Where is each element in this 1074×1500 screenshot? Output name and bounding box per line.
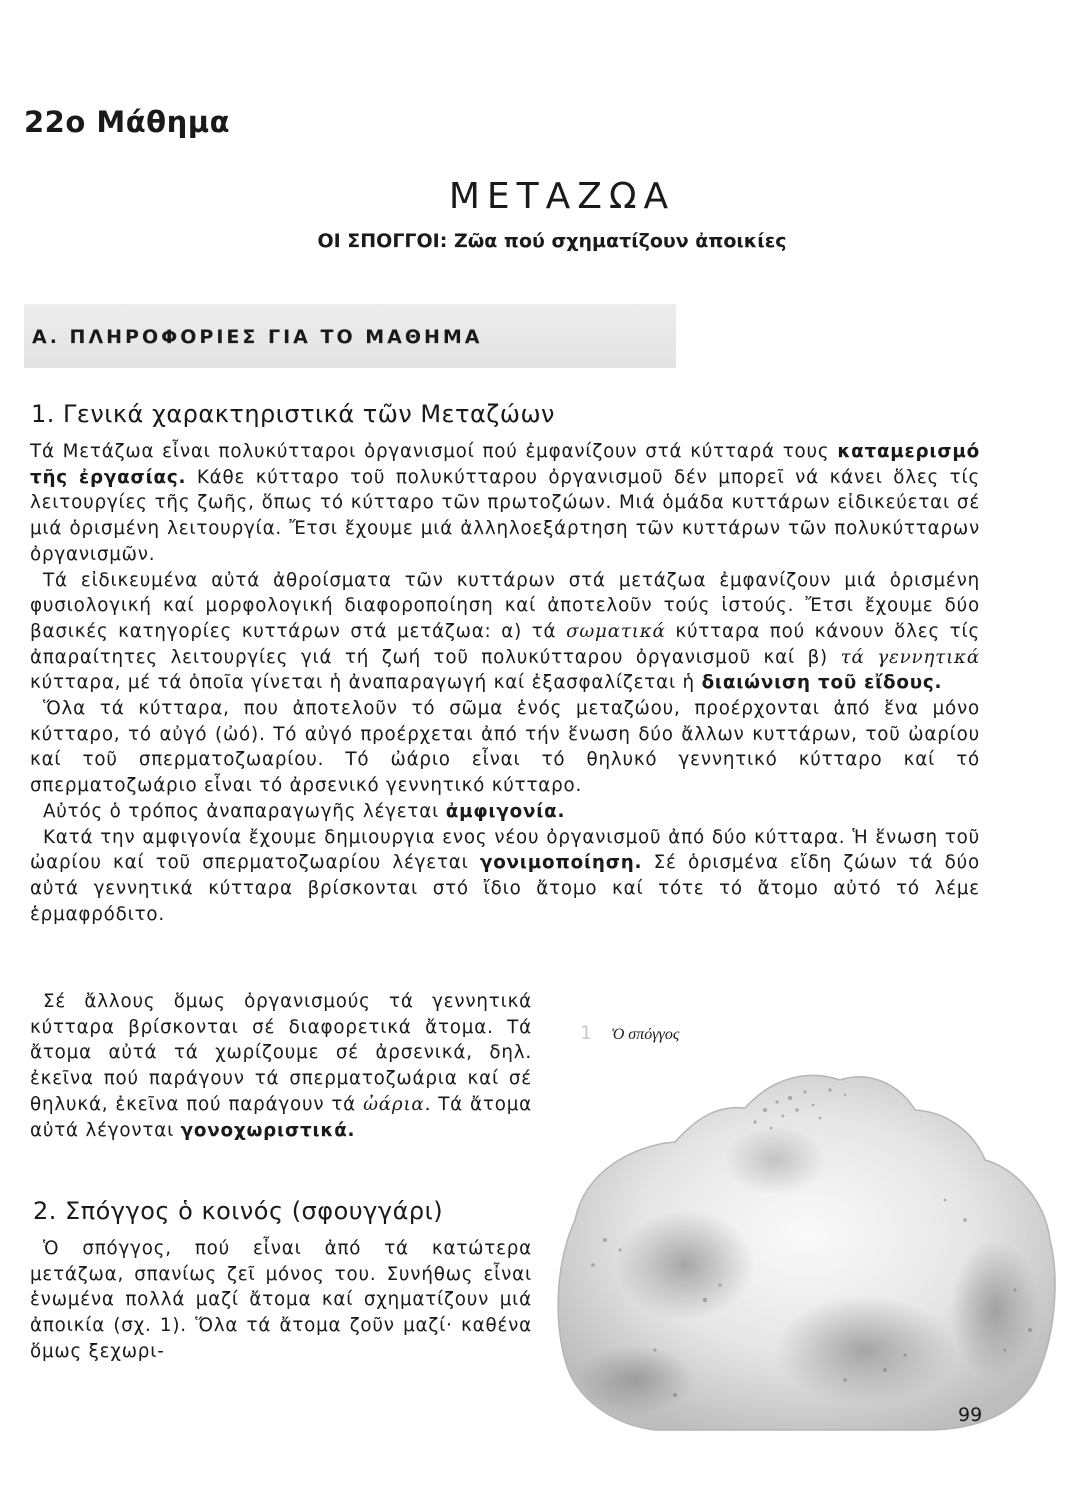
p6-text-c: Τά ἄτομα αὐτά λέγονται (30, 1093, 532, 1141)
section-heading-1: 1. Γενικά χαρακτηριστικά τῶν Μεταζώων (31, 400, 555, 428)
paragraph-2 (30, 568, 980, 697)
paragraph-6 (30, 989, 532, 1143)
figure-caption (580, 1022, 679, 1044)
section-heading-2: 2. Σπόγγος ὁ κοινός (σφουγγάρι) (33, 1197, 444, 1225)
paragraph-4 (30, 799, 980, 825)
sponge-shadow (725, 1125, 825, 1195)
p6-italic-term: ὠάρια. (363, 1093, 432, 1115)
page-number: 99 (958, 1404, 983, 1426)
p4-text-a: Αὐτός ὁ τρόπος ἀναπαραγωγῆς λέγεται (43, 800, 446, 822)
p6-bold-term: γονοχωριστικά. (180, 1119, 356, 1141)
paragraph-5 (30, 825, 980, 928)
p4-bold-term: ἀμφιγονία. (445, 800, 566, 822)
p1-text-a: Τά Μετάζωα εἶναι πολυκύτταροι ὀργανισμοί πού ἐμφανίζουν στά κύτταρά τους (30, 441, 830, 462)
figure-number: 1 (580, 1022, 593, 1044)
p5-bold-term: γονιμοποίηση. (479, 852, 643, 874)
page-subtitle: ΟΙ ΣΠΟΓΓΟΙ: Ζῶα πού σχηματίζουν ἀποικίες (317, 230, 787, 252)
p5-text-c: Σέ ὁρισμένα εἴδη ζώων τά δύο αὐτά γεννητικά κύτταρα βρίσκονται στό ἴδιο ἄτομο καί τότε τό ἄτομο αὐτό τό λέμε ἑρμαφρόδιτο. (30, 852, 980, 925)
p2-italic-term-2: τά γεννητικά (840, 646, 980, 668)
sponge-shadow (950, 1240, 1040, 1380)
sponge-shadow (615, 1210, 755, 1320)
paragraph-1 (30, 439, 980, 568)
body-text-main (30, 439, 980, 927)
sponge-illustration (545, 1050, 1065, 1440)
body-text-narrow (30, 989, 532, 1143)
p1-text-c: Κάθε κύτταρο τοῦ πολυκύτταρου ὀργανισμοῦ δέν μπορεῖ νά κάνει ὅλες τίς λειτουργίες τῆς ζωῆς, ὅπως τό κύτταρο τῶν πρωτοζώων. Μιά ὁμάδα κυττάρων εἰδικεύεται σέ μιά ὁρισμένη λειτουργία. Ἔτσι ἔχουμε μιά ἀλληλοεξάρτηση τῶν κυττάρων τῶν πολυκύτταρων ὀργανισμῶν. (30, 466, 980, 565)
paragraph-3: Ὅλα τά κύτταρα, που ἀποτελοῦν τό σῶμα ἑνός μεταζώου, προέρχονται ἀπό ἕνα μόνο κύτταρο, τό αὐγό (ὠό). Τό αὐγό προέρχεται ἀπό τήν ἕνωση δύο ἄλλων κυττάρων, τοῦ ὠαρίου καί τοῦ σπερματοζωαρίου. Τό ὠάριο εἶναι τό θηλυκό γεννητικό κύτταρο καί τό σπερματοζωάριο εἶναι τό ἀρσενικό γεννητικό κύτταρο. (30, 698, 980, 797)
p6-text-a: Σέ ἄλλους ὅμως ὀργανισμούς τά γεννητικά κύτταρα βρίσκονται σέ διαφορετικά ἄτομα. Τά ἄτομα αὐτά τά χωρίζουμε σέ ἀρσενικά, δηλ. ἐκεῖνα πού παράγουν τά σπερματοζωάρια καί σέ θηλυκά, ἐκεῖνα πού παράγουν τά (30, 991, 532, 1115)
p2-italic-term: σωματικά (566, 620, 666, 642)
paragraph-7: Ὁ σπόγγος, πού εἶναι ἀπό τά κατώτερα μετάζωα, σπανίως ζεῖ μόνος του. Συνήθως εἶναι ἑνωμένα πολλά μαζί ἄτομα καί σχηματίζουν μιά ἀποικία (σχ. 1). Ὅλα τά ἄτομα ζοῦν μαζί· καθένα ὅμως ξεχωρι- (30, 1238, 532, 1362)
page-title: ΜΕΤΑΖΩΑ (448, 176, 676, 217)
sponge-shadow (575, 1345, 695, 1415)
body-text-sponge (30, 1236, 532, 1365)
section-banner (24, 304, 676, 368)
p2-text-c: κύτταρα πού κάνουν ὅλες τίς ἀπαραίτητες λειτουργίες γιά τή ζωή τοῦ πολυκύτταρου ὀργανισμοῦ καί β) (30, 620, 980, 668)
figure-caption-text: Ὁ σπόγγος (611, 1026, 680, 1043)
p2-text-a: Τά εἰδικευμένα αὐτά ἀθροίσματα τῶν κυττάρων στά μετάζωα ἐμφανίζουν μιά ὁρισμένη φυσιολογική καί μορφολογική διαφοροποίηση καί ἀποτελοῦν τούς ἱστούς. Ἔτσι ἔχουμε δύο βασικές κατηγορίες κυττάρων στά μετάζωα: α) τά (30, 569, 980, 642)
sponge-shadow (775, 1295, 955, 1405)
p2-bold-term: διαιώνιση τοῦ εἴδους. (701, 672, 943, 694)
section-label: Α. ΠΛΗΡΟΦΟΡΙΕΣ ΓΙΑ ΤΟ ΜΑΘΗΜΑ (32, 326, 483, 348)
lesson-label: 22ο Μάθημα (24, 105, 230, 139)
p5-text-a: Κατά την αμφιγονία ἔχουμε δημιουργια ενος νέου ὀργανισμοῦ ἀπό δύο κύτταρα. Ἡ ἕνωση τοῦ ὠαρίου καί τοῦ σπερματοζωαρίου λέγεται (30, 826, 980, 874)
p2-text-e: κύτταρα, μέ τά ὁποῖα γίνεται ἡ ἀναπαραγωγή καί ἐξασφαλίζεται ἡ (30, 672, 702, 694)
p1-bold-term: καταμερισμό τῆς ἐργασίας. (30, 441, 980, 488)
